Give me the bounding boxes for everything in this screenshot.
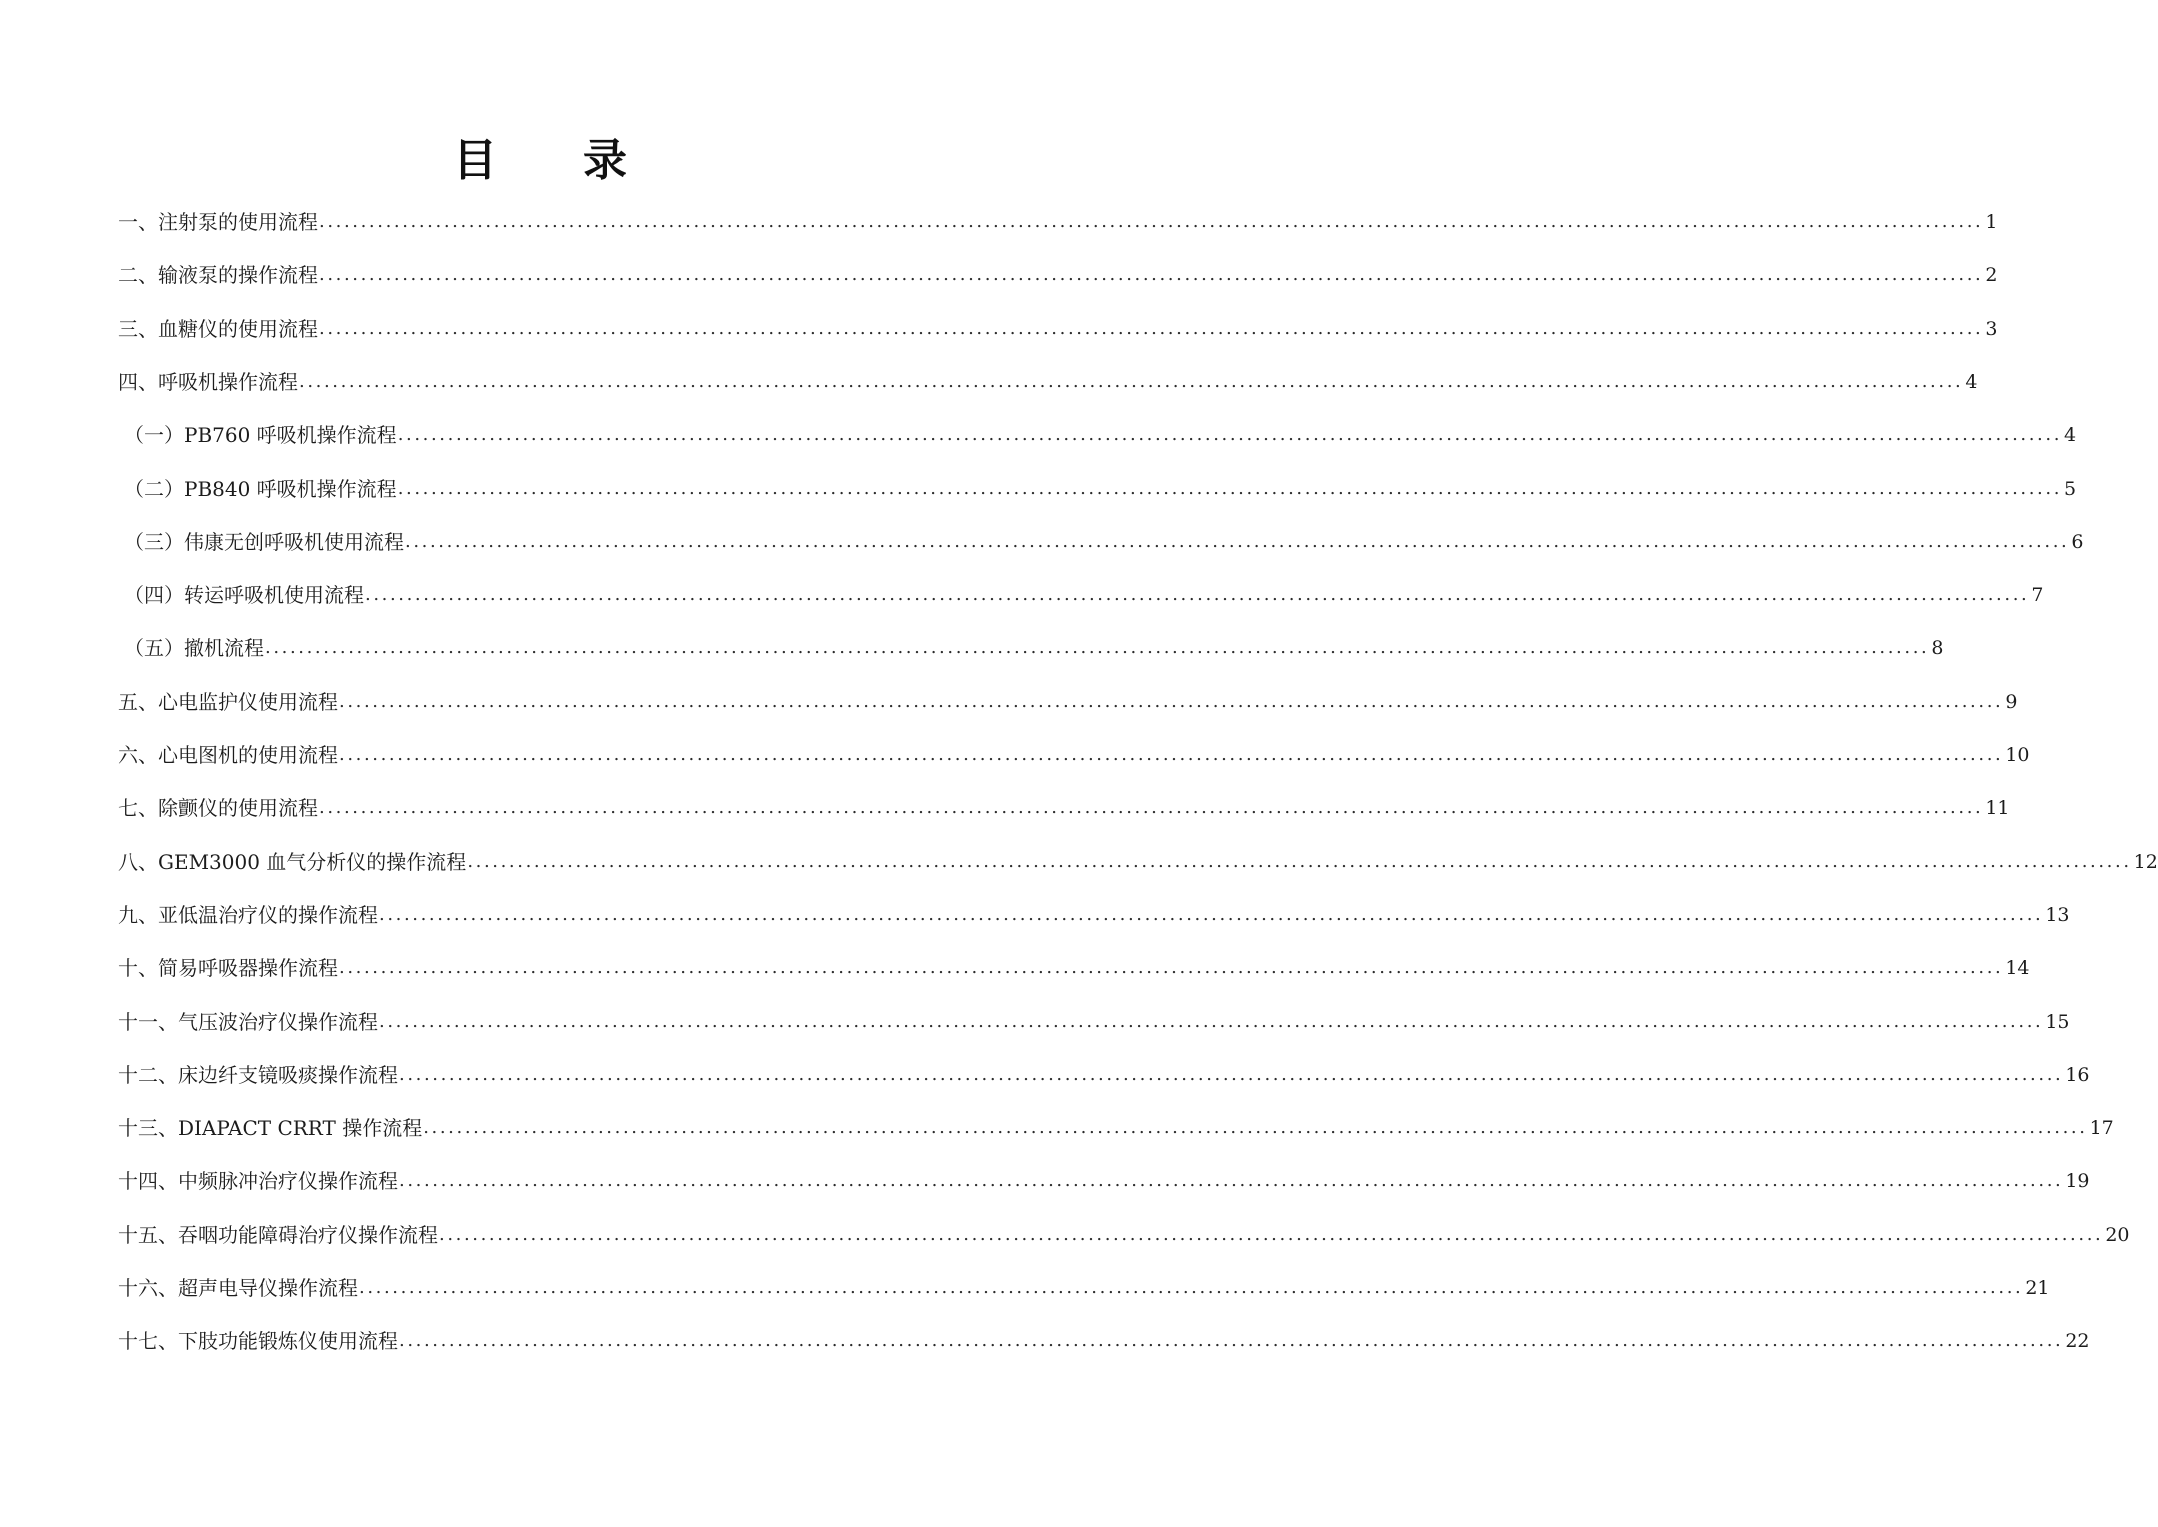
toc-entry-label: 七、除颤仪的使用流程 [118,796,318,821]
toc-entry-page-number: 1 [1985,211,1998,233]
toc-dot-leader: ........................................................................................................................................................................................................ [339,957,2004,979]
toc-entry-label: 十五、吞咽功能障碍治疗仪操作流程 [118,1222,438,1247]
toc-entry-label: 六、心电图机的使用流程 [118,743,338,767]
toc-entry-page-number: 17 [2089,1117,2114,1140]
toc-entry-label: 四、呼吸机操作流程 [118,369,298,394]
toc-entry[interactable] [124,409,2077,449]
toc-entry-page-number: 21 [2025,1277,2050,1299]
toc-entry-label: （一）PB760 呼吸机操作流程 [124,423,397,448]
toc-dot-leader: ........................................................................................................................................................................................................ [339,744,2004,765]
toc-entry-page-number: 19 [2065,1170,2090,1193]
toc-entry-page-number: 7 [2031,584,2044,607]
toc-entry-label: 十三、DIAPACT CRRT 操作流程 [118,1116,423,1141]
toc-entry[interactable] [118,729,2030,769]
toc-dot-leader: ........................................................................................................................................................................................................ [319,797,1984,819]
toc-entry-page-number: 13 [2045,903,2070,926]
toc-entry-label: 一、注射泵的使用流程 [118,210,318,234]
toc-entry-label: 九、亚低温治疗仪的操作流程 [118,902,378,927]
toc-dot-leader: ........................................................................................................................................................................................................ [379,903,2044,925]
toc-entry[interactable] [124,569,2044,609]
toc-entry-page-number: 15 [2045,1010,2070,1033]
toc-entry-label: 十一、气压波治疗仪操作流程 [118,1009,378,1034]
toc-entry[interactable] [118,1049,2090,1089]
toc-dot-leader: ........................................................................................................................................................................................................ [299,370,1964,392]
toc-entry-page-number: 3 [1985,317,1998,340]
toc-entry[interactable] [124,516,2084,556]
toc-entry-page-number: 10 [2005,744,2030,766]
toc-entry-label: 五、心电监护仪使用流程 [118,689,338,714]
toc-entry-page-number: 6 [2071,530,2084,553]
toc-entry-label: 三、血糖仪的使用流程 [118,316,318,341]
toc-entry[interactable] [118,356,1978,396]
toc-entry[interactable] [118,676,2018,716]
toc-entry[interactable] [118,1262,2050,1302]
toc-entry[interactable] [118,836,2158,876]
title-char-1: 目 [453,135,497,187]
toc-dot-leader: ........................................................................................................................................................................................................ [399,1063,2064,1085]
toc-entry-label: 十六、超声电导仪操作流程 [118,1276,358,1300]
toc-dot-leader: ........................................................................................................................................................................................................ [265,637,1930,659]
toc-dot-leader: ........................................................................................................................................................................................................ [397,424,2063,446]
toc-dot-leader: ........................................................................................................................................................................................................ [439,1223,2104,1245]
toc-entry-page-number: 5 [2064,477,2077,500]
toc-entry[interactable] [118,942,2030,982]
toc-entry-page-number: 14 [2005,957,2030,980]
toc-dot-leader: ........................................................................................................................................................................................................ [359,1277,2024,1298]
toc-entry[interactable] [118,1315,2090,1355]
toc-entry-label: 十二、床边纤支镜吸痰操作流程 [118,1062,398,1087]
toc-entry-page-number: 9 [2005,690,2018,713]
toc-entry-label: （三）伟康无创呼吸机使用流程 [124,529,404,554]
toc-dot-leader: ........................................................................................................................................................................................................ [379,1010,2044,1032]
toc-entry[interactable] [124,463,2077,503]
toc-dot-leader: ........................................................................................................................................................................................................ [399,1330,2064,1352]
toc-entry[interactable] [118,1209,2130,1249]
toc-entry[interactable] [118,249,1998,289]
toc-dot-leader: ........................................................................................................................................................................................................ [405,530,2070,552]
toc-dot-leader: ........................................................................................................................................................................................................ [397,477,2063,499]
toc-entry-page-number: 11 [1985,797,2010,820]
toc-entry[interactable] [118,303,1998,343]
toc-entry-page-number: 4 [2064,424,2077,447]
toc-entry-label: 八、GEM3000 血气分析仪的操作流程 [118,849,467,874]
toc-entry-label: 二、输液泵的操作流程 [118,263,318,288]
toc-entry-label: 十七、下肢功能锻炼仪使用流程 [118,1329,398,1354]
toc-entry[interactable] [124,622,1944,662]
toc-entry-label: （四）转运呼吸机使用流程 [124,583,364,608]
toc-entry[interactable] [118,889,2070,929]
toc-entry-label: （五）撤机流程 [124,636,264,661]
toc-entry-page-number: 4 [1965,370,1978,393]
toc-entry[interactable] [118,196,1998,236]
toc-entry-page-number: 2 [1985,264,1998,287]
toc-entry[interactable] [118,1155,2090,1195]
toc-dot-leader: ........................................................................................................................................................................................................ [319,211,1984,232]
toc-entry-page-number: 12 [2133,850,2158,873]
toc-entry-label: 十、简易呼吸器操作流程 [118,956,338,981]
toc-entry[interactable] [118,996,2070,1036]
toc-entry-label: 十四、中频脉冲治疗仪操作流程 [118,1169,398,1194]
toc-dot-leader: ........................................................................................................................................................................................................ [467,850,2132,872]
toc-dot-leader: ........................................................................................................................................................................................................ [365,584,2030,606]
toc-dot-leader: ........................................................................................................................................................................................................ [319,317,1984,339]
toc-entry-page-number: 16 [2065,1063,2090,1086]
toc-entry-page-number: 20 [2105,1223,2130,1246]
title-char-2: 录 [583,135,627,187]
toc-entry-page-number: 22 [2065,1330,2090,1353]
toc-dot-leader: ........................................................................................................................................................................................................ [399,1170,2064,1192]
toc-entry[interactable] [118,782,2010,822]
toc-dot-leader: ........................................................................................................................................................................................................ [339,690,2004,712]
toc-dot-leader: ........................................................................................................................................................................................................ [319,264,1984,286]
page-title [0,133,1080,189]
toc-dot-leader: ........................................................................................................................................................................................................ [423,1117,2088,1139]
toc-entry[interactable] [118,1102,2114,1142]
toc-entry-page-number: 8 [1931,637,1944,660]
toc-entry-label: （二）PB840 呼吸机操作流程 [124,476,397,501]
